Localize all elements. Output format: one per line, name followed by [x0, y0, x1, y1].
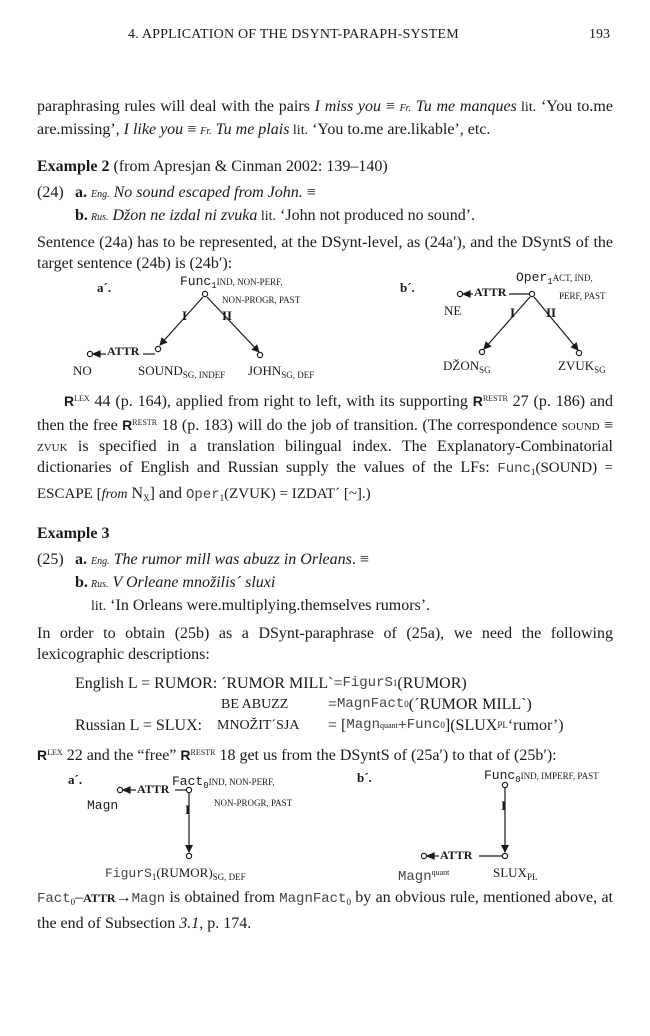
example-24b: b. Rus. Džon ne izdal ni zvuka lit. ‘John not produced no sound’. — [75, 207, 476, 224]
text: ≡ — [183, 121, 201, 138]
subscript: 0 — [440, 720, 445, 730]
relation-attr: ATTR — [137, 782, 170, 796]
subscript: 0 — [515, 775, 521, 785]
relation-I: I — [182, 308, 188, 323]
lexeme: sound — [561, 417, 600, 434]
italic-text: 3.1 — [179, 915, 200, 932]
subscript: 1 — [151, 872, 157, 882]
item-label: b — [75, 207, 84, 224]
superscript: quant — [431, 868, 450, 877]
node-slux — [493, 865, 537, 885]
lexdesc-row-2 — [75, 694, 613, 715]
lexdesc-row-1 — [75, 673, 613, 694]
item-label: b — [75, 574, 84, 591]
lf-name: Func — [406, 717, 441, 733]
node-ne: NE — [444, 303, 462, 318]
node-fact0 — [172, 774, 275, 794]
diagram-a-label: a´. — [97, 280, 112, 295]
text: is obtained from — [165, 889, 280, 906]
equals: = [ — [328, 717, 347, 734]
lit-tag: lit. — [289, 123, 309, 138]
subscript: 0 — [404, 699, 409, 709]
relation-attr: ATTR — [107, 344, 140, 358]
example-25a: (25) a. Eng. The rumor mill was abuzz in Orleans. ≡ — [37, 549, 613, 572]
keyword: ´RUMOR MILL` — [221, 675, 334, 692]
subscript: 1 — [547, 277, 553, 287]
lang-tag: Rus. — [91, 212, 109, 223]
equals: = — [333, 675, 343, 692]
example-number: (25) — [37, 551, 64, 568]
lang-tag: Fr. — [399, 103, 411, 114]
subscript: 1 — [219, 493, 225, 503]
equiv: . ≡ — [351, 551, 369, 568]
keyword: MNOŽIT´SJA — [217, 718, 300, 733]
example-3-heading — [37, 523, 613, 544]
rule-symbol: R — [180, 747, 191, 763]
node-figurs1 — [105, 865, 246, 885]
lang: English L = — [75, 675, 155, 692]
text: paraphrasing rules will deal with the pairs — [37, 98, 315, 115]
lf-name: FigurS — [342, 675, 393, 691]
relation-I: I — [501, 798, 507, 813]
lf-name: Oper — [516, 270, 548, 285]
grammemes-line2: NON-PROGR, PAST — [222, 295, 301, 305]
header-title: 4. APPLICATION OF THE DSYNT-PARAPH-SYSTEM — [128, 27, 459, 42]
grammemes: IND, IMPERF, PAST — [520, 771, 599, 781]
example-text: I like you — [123, 121, 184, 138]
lang-tag: Eng. — [91, 556, 110, 567]
superscript: RESTR — [482, 394, 508, 403]
node-no: NO — [73, 363, 92, 378]
example-text: No sound escaped from John. — [109, 184, 303, 201]
subscript: SG — [594, 365, 606, 375]
paragraph-25-after: In order to obtain (25b) as a DSynt-paraphrase of (25a), we need the following lexicographic descriptions: — [37, 625, 613, 663]
lf-name: Fact — [172, 774, 204, 789]
text: ‘You to.me are.likable’, etc. — [308, 121, 491, 138]
superscript: LEX — [47, 748, 63, 757]
text: (ZVUK) = IZDAT´ [~].) — [224, 486, 371, 502]
node-magn-quant — [398, 865, 449, 885]
relation-II: II — [546, 305, 557, 320]
text: N — [127, 485, 144, 502]
arrow: → — [115, 889, 132, 906]
lf-name: MagnFact — [279, 891, 347, 907]
grammemes: ACT, IND, — [552, 273, 593, 283]
subscript: 1 — [392, 678, 398, 688]
page-body — [37, 96, 613, 934]
grammemes-line2: NON-PROGR, PAST — [214, 798, 293, 808]
lf-name: FigurS — [105, 866, 152, 881]
lf-name: Oper — [186, 487, 220, 503]
equiv: ≡ — [302, 184, 316, 201]
text: 18 (p. 183) will do the job of transition. (The correspondence — [157, 417, 562, 434]
argument: (RUMOR) — [156, 865, 213, 880]
diagram-24-lines — [37, 274, 613, 388]
lexeme: SLUX — [493, 865, 527, 880]
example-number: (24) — [37, 184, 64, 201]
source: (from Apresjan & Cinman 2002: 139–140) — [109, 158, 388, 175]
node-zvuk — [558, 358, 606, 378]
grammemes: IND, NON-PERF, — [208, 777, 275, 787]
subscript: 0 — [70, 897, 76, 907]
example-25b: b. Rus. V Orleane množilis´ sluxi — [75, 574, 276, 591]
item-label: a — [75, 184, 83, 201]
lexeme: JOHN — [248, 363, 282, 378]
text: 44 (p. 164), applied from right to left, with its supporting — [89, 393, 473, 410]
text: ] and — [149, 485, 187, 502]
italic-text: from — [101, 487, 128, 502]
lf-name: Func — [484, 768, 516, 783]
example-text: The rumor mill was abuzz in Orleans — [109, 551, 352, 568]
lang-tag: Eng. — [91, 189, 110, 200]
lexeme: SOUND — [138, 363, 183, 378]
lf-name: Magn — [131, 891, 166, 907]
text: ≡ — [381, 98, 400, 115]
relation-attr: ATTR — [474, 285, 507, 299]
example-2-heading — [37, 156, 613, 177]
text: (SOUND) = ESCAPE [ — [37, 460, 613, 502]
plus: + — [397, 717, 407, 734]
node-func0 — [484, 768, 599, 788]
argument: (´RUMOR MILL`) — [408, 696, 532, 713]
node-func1 — [180, 274, 283, 294]
subscript: PL — [526, 872, 538, 882]
text: 18 get us from the DSyntS of (25a′) to that of (25b′): — [215, 747, 557, 764]
equals: = — [328, 696, 338, 713]
paragraph-rules-24 — [37, 388, 613, 509]
superscript: RESTR — [190, 748, 216, 757]
rule-symbol: R — [37, 747, 48, 763]
diagram-b-label: b´. — [400, 280, 415, 295]
node-magn: Magn — [87, 798, 119, 813]
node-sound — [138, 363, 225, 383]
diagram-b-label: b´. — [357, 770, 372, 785]
example-text: Tu me manques — [410, 98, 517, 115]
example-text: Tu me plais — [211, 121, 290, 138]
lf-name: Fact — [37, 891, 71, 907]
superscript: RESTR — [132, 418, 158, 427]
example-text: Džon ne izdal ni zvuka — [108, 207, 258, 224]
text: , p. 174. — [199, 915, 252, 932]
dsynt-diagram-25 — [37, 766, 613, 887]
relation-attr: ATTR — [440, 848, 473, 862]
lexeme: ZVUK — [558, 358, 595, 373]
subscript: 1 — [530, 467, 536, 477]
lang: Russian L = — [75, 717, 156, 734]
text: 27 (p. 186) and then the free — [37, 393, 614, 434]
subscript: SG — [479, 365, 491, 375]
subscript: 0 — [346, 897, 351, 907]
gloss: ‘rumor’) — [507, 717, 564, 734]
example-25b-gloss — [37, 595, 613, 617]
lang-tag: Fr. — [200, 126, 212, 137]
keyword: BE ABUZZ — [221, 697, 289, 712]
node-oper1 — [516, 270, 593, 290]
rule-symbol: R — [472, 393, 483, 409]
subscript: SG, DEF — [281, 370, 315, 380]
relation-II: II — [222, 308, 233, 323]
subscript: 1 — [211, 281, 217, 291]
example-text: V Orleane množilis´ sluxi — [108, 574, 276, 591]
subscript: X — [143, 493, 150, 503]
text: is specified in a translation bilingual index. The Explanatory-Combinatorial dictionaries of English and Russian supply the values of the LFs: — [37, 438, 613, 476]
lexdesc-row-3 — [75, 715, 613, 736]
superscript: LEX — [74, 394, 90, 403]
rule-symbol: R — [122, 417, 133, 433]
text: by an obvious rule, mentioned above, at the end of Subsection — [37, 889, 614, 932]
text: ‘You to.me are.missing’, — [37, 98, 613, 138]
relation-I: I — [510, 305, 516, 320]
text: 22 and the “free” — [62, 747, 181, 764]
diagram-a-label: a´. — [68, 772, 83, 787]
relation-attr: ATTR — [83, 891, 116, 905]
grammemes-line2: PERF, PAST — [559, 291, 606, 301]
item-label: a — [75, 551, 83, 568]
lf-name: Func — [497, 461, 531, 477]
lit-tag: lit. — [257, 209, 277, 224]
argument: (RUMOR) — [397, 675, 467, 692]
dash: – — [75, 889, 84, 906]
lexeme: zvuk — [37, 438, 68, 455]
example-24a: (24) a. Eng. No sound escaped from John. ≡ — [37, 182, 613, 205]
subscript: PL — [497, 720, 508, 730]
node-dzon — [443, 358, 491, 378]
argument: ](SLUX — [444, 717, 498, 734]
gloss: ‘In Orleans were.multiplying.themselves rumors’. — [106, 597, 431, 614]
lit-tag: lit. — [516, 100, 537, 115]
dsynt-diagram-24 — [37, 270, 613, 388]
subscript: SG, DEF — [212, 872, 246, 882]
node-john — [248, 363, 314, 383]
heading: Example 2 — [37, 158, 110, 175]
intro-paragraph — [37, 96, 613, 142]
lexeme: DŽON — [443, 358, 480, 373]
example-text: I miss you — [314, 98, 382, 115]
rule-symbol: R — [64, 393, 75, 409]
lf-name: Magn — [346, 717, 380, 733]
paragraph-rules-25 — [37, 742, 613, 766]
text: ≡ — [599, 417, 614, 434]
superscript: quant — [379, 721, 398, 730]
paragraph-24-after: Sentence (24a) has to be represented, at the DSynt-level, as (24a′), and the DSyntS of the target sentence (24b) is (24b′): — [37, 234, 613, 272]
lf-name: MagnFact — [337, 696, 405, 712]
lang-tag: Rus. — [91, 579, 109, 590]
subscript: SG, INDEF — [182, 370, 226, 380]
lit-tag: lit. — [91, 599, 107, 614]
lf-name: Func — [180, 274, 212, 289]
grammemes: IND, NON-PERF, — [216, 277, 283, 287]
lexicographic-descriptions — [37, 673, 613, 736]
lemma: RUMOR: — [154, 675, 218, 692]
paragraph-final — [37, 887, 613, 934]
heading: Example 3 — [37, 525, 110, 542]
lf-name: Magn — [398, 869, 432, 885]
subscript: 0 — [203, 781, 209, 791]
lemma: SLUX: — [155, 717, 203, 734]
gloss: ‘John not produced no sound’. — [276, 207, 476, 224]
page-number: 193 — [589, 27, 610, 42]
relation-I: I — [185, 802, 191, 817]
